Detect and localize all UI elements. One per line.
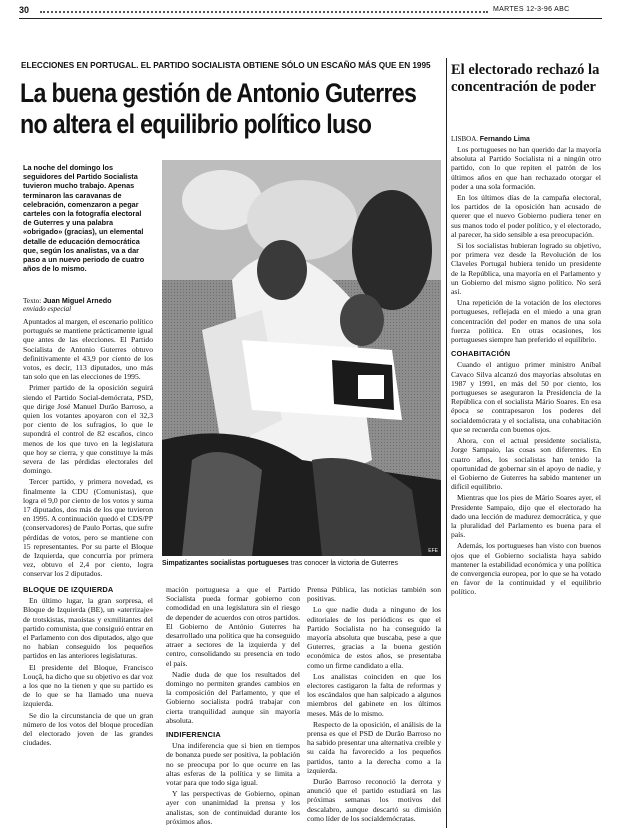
col3-paragraph: Los analistas coinciden en que los electores castigaron la falta de reformas y los escándalos que han salpicado a algunos miembros del gabinete en los últimos meses. Más de lo mismo. bbox=[307, 671, 441, 718]
col1-paragraph: Tercer partido, y primera novedad, es finalmente la CDU (Comunistas), que logra el 9,0 por ciento de los votos y suma 17 diputados, dos más de los que tuvieron en 1995. A continuación quedó el CDS/PP (conservadores) de Paulo Portas, que sufre pérdidas de votos, pero se mantiene con 15 representantes. Por su parte el Bloque de Izquierda, que concurría por primera vez, obtuvo el 2,4 por ciento, logra conservar los 2 diputados. bbox=[23, 477, 153, 579]
sidebar-byline bbox=[451, 135, 601, 143]
sidebar-paragraph: Los portugueses no han querido dar la mayoría absoluta al Partido Socialista ni a ningún otro partido, con lo que repiten el patrón de los últimos años en que han rechazado otorgar el poder a una sola formación. bbox=[451, 145, 601, 191]
col2-subhead: INDIFERENCIA bbox=[166, 730, 221, 740]
page-number: 30 bbox=[19, 5, 30, 15]
col3-paragraph: Prensa Pública, las noticias también son positivas. bbox=[307, 585, 441, 604]
sidebar-paragraph: Si los socialistas hubieran logrado su objetivo, por primera vez desde la Revolución de los Claveles Portugal hubiera tenido un presidente de la República, una mayoría en el Parlamento y un Gobierno del mismo signo político. No será así. bbox=[451, 241, 601, 297]
byline-name: Juan Miguel Arnedo bbox=[43, 296, 112, 305]
lead-paragraph: La noche del domingo los seguidores del Partido Socialista tuvieron mucho trabajo. Apenas terminaron las caravanas de celebración, comenzaron a pegar carteles con la fotografía electoral de Guterres y una palabra «obrigado» (gracias), un elemental detalle de educación democrática que, según los analistas, va a dar paso a un nuevo periodo de cuatro años de lo mismo. bbox=[23, 163, 145, 274]
header-rule bbox=[19, 18, 602, 19]
column-3 bbox=[307, 585, 441, 825]
sidebar-paragraph: Una repetición de la votación de los electores portugueses, reflejada en el miedo a una gran concentración del poder en manos de una sola fuerza política. En otras ocasiones, los portugueses siempre han preferido el equilibrio. bbox=[451, 298, 601, 345]
col3-paragraph: Lo que nadie duda a ninguno de los editoriales de los periódicos es que el Partido Socialista no ha conseguido la mayoría absoluta que buscaba, pese a que Guterres, gracias a la buena gestión económica de estos años, se presentaba como un firme candidato a ella. bbox=[307, 605, 441, 670]
col2-paragraph: Una indiferencia que si bien en tiempos de bonanza puede ser positiva, la población no se preocupa por lo que ocurre en las altas esferas de la política y se limita a votar para que todo siga igual. bbox=[166, 741, 300, 788]
byline-role: enviado especial bbox=[23, 305, 72, 313]
sidebar-byline-prefix: LISBOA. bbox=[451, 135, 479, 143]
sidebar-paragraph: Cuando el antiguo primer ministro Aníbal Cavaco Silva alcanzó dos mayorías absolutas en 1987 y 1991, en más del 50 por ciento, los portugueses se aseguraron la Presidencia de la República con el socialista Mário Soares. En esa época se contrapesaron los poderes del socialdemócrata y el socialista, una cohabitación que se recuerda con buenos ojos. bbox=[451, 360, 601, 434]
photo-caption bbox=[162, 560, 442, 568]
section-kicker bbox=[21, 61, 431, 70]
page-date: MARTES 12-3-96 ABC bbox=[493, 6, 570, 13]
col1-paragraph: Primer partido de la oposición seguirá siendo el Partido Social-demócrata, PSD, que dirige José Manuel Durão Barroso, a quien los votantes apoyaron con el 32,3 por ciento de los sufragios, lo que le supondrá el control de 82 escaños, cinco menos de los que tuvo en la legislatura que hoy se cierra, y que constituye la más severa de las pérdidas electorales del domingo. bbox=[23, 383, 153, 476]
sidebar-body bbox=[451, 145, 601, 828]
byline-prefix: Texto: bbox=[23, 297, 42, 305]
sidebar-paragraph: Además, los portugueses han visto con buenos ojos que el Gobierno socialista haya sabido mantener la estabilidad económica y una política de convergencia europea, por lo que se ha votado en favor de la continuidad y el equilibrio político. bbox=[451, 541, 601, 597]
col1-paragraph: Se dio la circunstancia de que un gran número de los votos del bloque procedían del electorado joven de las grandes ciudades. bbox=[23, 710, 153, 748]
kicker-sub: EL PARTIDO SOCIALISTA OBTIENE SÓLO UN ESCAÑO MÁS QUE EN 1995 bbox=[140, 61, 431, 70]
sidebar-title: El electorado rechazó la concentración de poder bbox=[451, 62, 600, 95]
col1-paragraph: En último lugar, la gran sorpresa, el Bloque de Izquierda (BE), un «aterrizaje» de trotskistas, maoístas y exmilitantes del partido comunista, que consiguió entrar en el Parlamento con dos diputados, algo que no habían conseguido los pequeños partidos en las anteriores legislaturas. bbox=[23, 596, 153, 661]
photo-credit: EFE bbox=[428, 548, 438, 554]
col2-paragraph: mación portuguesa a que el Partido Socialista pueda formar gobierno con comodidad en una legislatura sin el riesgo de depender de acuerdos con otros partidos. El Gobierno de António Guterres ha desarrollado una política que ha conseguido atraer a sectores de la izquierda y del centro, consolidando su presencia en todo el país. bbox=[166, 585, 300, 668]
column-1-bottom bbox=[23, 585, 153, 825]
sidebar-paragraph: Ahora, con el actual presidente socialista, Jorge Sampaio, las cosas son diferentes. En cuatro años, los socialistas han tenido la oportunidad de gobernar sin el apoyo de nadie, y el Gobierno de Guterres ha sabido mantener un difícil equilibrio. bbox=[451, 436, 601, 492]
headline: La buena gestión de Antonio Guterres no altera el equilibrio político luso bbox=[20, 78, 417, 139]
crowd-photo-illustration bbox=[162, 160, 441, 556]
main-byline bbox=[23, 296, 153, 313]
header-divider bbox=[40, 11, 488, 13]
col1-subhead: BLOQUE DE IZQUIERDA bbox=[23, 585, 114, 594]
caption-rest: tras conocer la victoria de Guterres bbox=[290, 560, 398, 567]
sidebar-paragraph: Mientras que los pies de Mário Soares ayer, el Presidente Sampaio, dijo que el electorado ha dado una lección de madurez democrática, y que la pluralidad del Parlamento es buena para el país. bbox=[451, 493, 601, 540]
sidebar-paragraph: En los últimos días de la campaña electoral, los partidos de la oposición han acusado de querer que el nuevo Gobierno pudiera tener en sus manos todo el poder político, y el electorado, al parecer, ha sido sensible a esa preocupación. bbox=[451, 193, 601, 239]
col2-paragraph: Y las perspectivas de Gobierno, opinan ayer con unanimidad la prensa y los analistas, son de continuidad durante los próximos años. bbox=[166, 789, 300, 825]
kicker-dot: . bbox=[136, 61, 139, 70]
col3-paragraph: Respecto de la oposición, el análisis de la prensa es que el PSD de Durão Barroso no ha sabido presentar una alternativa creíble y su caída ha favorecido a los pequeños partidos, tanto a la derecha como a la izquierda. bbox=[307, 719, 441, 775]
sidebar-divider bbox=[446, 58, 447, 828]
sidebar-subhead: COHABITACIÓN bbox=[451, 349, 511, 359]
column-1-top bbox=[23, 317, 153, 583]
col2-paragraph: Nadie duda de que los resultados del domingo no permiten grandes cambios en la composición del Parlamento, y que el Gobierno socialista podrá trabajar con cierta tranquilidad aunque sin mayoría absoluta. bbox=[166, 669, 300, 725]
news-photo bbox=[162, 160, 441, 556]
sidebar-byline-name: Fernando Lima bbox=[479, 136, 530, 143]
col1-paragraph: Apuntados al margen, el escenario político portugués se mantiene prácticamente igual que antes de las elecciones. El Partido Socialista de Antonio Guterres obtuvo definitivamente el 43,9 por ciento de los votos, es decir, 113 diputados, uno más tan solo que en las elecciones de 1995. bbox=[23, 317, 153, 382]
col3-paragraph: Durão Barroso reconoció la derrota y anunció que el partido estudiará en las próximas semanas los motivos del descalabro, aunque descartó su dimisión como líder de los socialdemócratas. bbox=[307, 777, 441, 823]
col1-paragraph: El presidente del Bloque, Francisco Louçã, ha dicho que su objetivo es dar voz a los que no la tienen y que su partido es de lo que se ha llamado una nueva izquierda. bbox=[23, 662, 153, 709]
caption-bold: Simpatizantes socialistas portugueses bbox=[162, 560, 289, 567]
column-2 bbox=[166, 585, 300, 825]
kicker-main: ELECCIONES EN PORTUGAL bbox=[21, 61, 137, 70]
